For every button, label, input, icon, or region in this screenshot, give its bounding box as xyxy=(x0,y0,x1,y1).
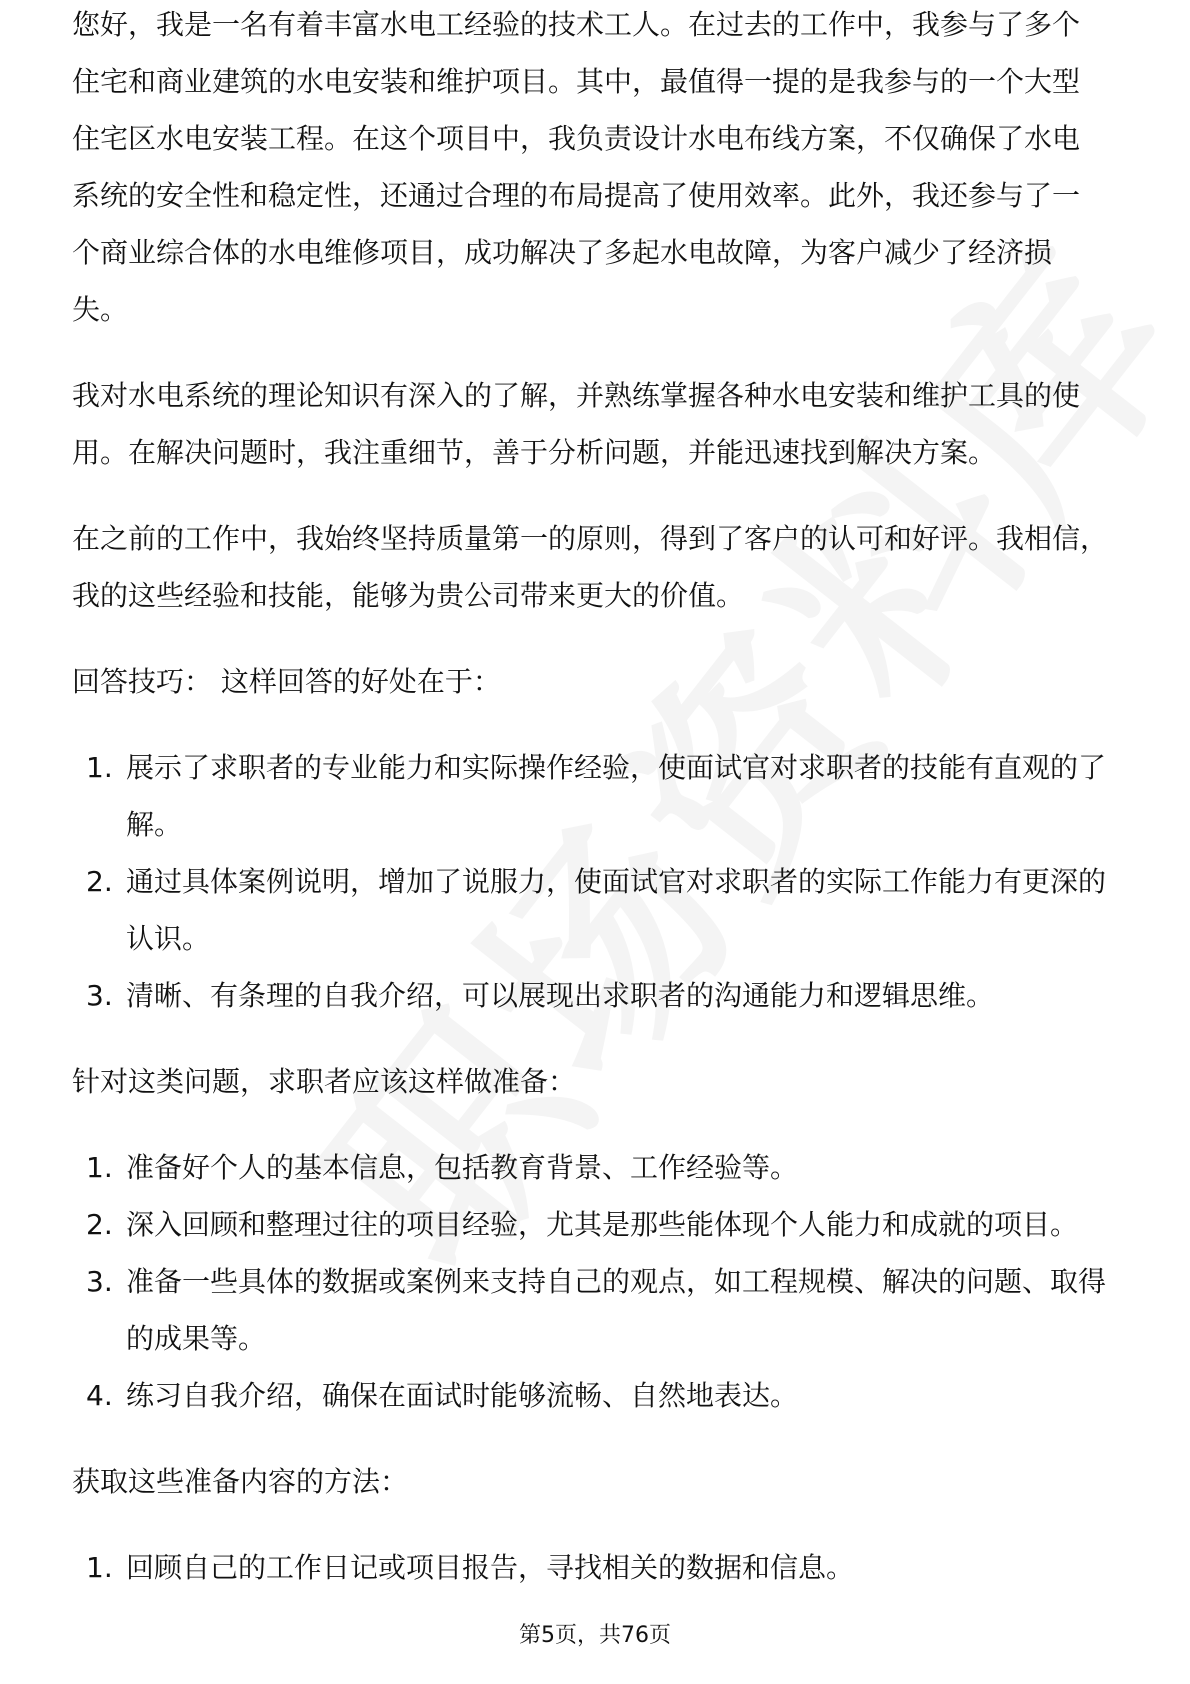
intro-line: 失。 xyxy=(72,293,129,326)
list-number: 1. xyxy=(86,751,113,784)
intro-line: 住宅区水电安装工程。在这个项目中，我负责设计水电布线方案，不仅确保了水电 xyxy=(72,122,1081,155)
list-number: 2. xyxy=(86,865,113,898)
list-text: 展示了求职者的专业能力和实际操作经验，使面试官对求职者的技能有直观的了解。 xyxy=(126,751,1107,841)
paragraph-skills: 我对水电系统的理论知识有深入的了解，并熟练掌握各种水电安装和维护工具的使用。在解决问题时，我注重细节，善于分析问题，并能迅速找到解决方案。 xyxy=(72,379,1081,469)
list-text: 深入回顾和整理过往的项目经验，尤其是那些能体现个人能力和成就的项目。 xyxy=(126,1208,1079,1241)
intro-line: 个商业综合体的水电维修项目，成功解决了多起水电故障，为客户减少了经济损 xyxy=(72,236,1053,269)
list-item xyxy=(72,739,1122,853)
list-text: 准备一些具体的数据或案例来支持自己的观点，如工程规模、解决的问题、取得的成果等。 xyxy=(126,1265,1107,1355)
list-item xyxy=(72,1253,1122,1367)
page-footer: 第5页，共76页 xyxy=(519,1623,671,1648)
list-number: 4. xyxy=(86,1379,113,1412)
list-text: 练习自我介绍，确保在面试时能够流畅、自然地表达。 xyxy=(126,1379,799,1412)
tips-heading: 回答技巧： 这样回答的好处在于： xyxy=(72,665,501,698)
list-item xyxy=(72,1367,1122,1424)
intro-line: 您好，我是一名有着丰富水电工经验的技术工人。在过去的工作中，我参与了多个 xyxy=(72,8,1081,41)
paragraph-quality: 在之前的工作中，我始终坚持质量第一的原则，得到了客户的认可和好评。我相信，我的这些经验和技能，能够为贵公司带来更大的价值。 xyxy=(72,522,1109,612)
list-number: 3. xyxy=(86,979,113,1012)
intro-paragraph xyxy=(72,0,1122,338)
list-item xyxy=(72,1139,1122,1196)
methods-heading: 获取这些准备内容的方法： xyxy=(72,1465,409,1498)
list-item xyxy=(72,853,1122,967)
list-item xyxy=(72,1196,1122,1253)
list-number: 3. xyxy=(86,1265,113,1298)
list-text: 清晰、有条理的自我介绍，可以展现出求职者的沟通能力和逻辑思维。 xyxy=(126,979,995,1012)
tips-list xyxy=(72,739,1122,1024)
list-text: 回顾自己的工作日记或项目报告，寻找相关的数据和信息。 xyxy=(126,1551,855,1584)
document-content xyxy=(72,8,1122,1625)
intro-line: 系统的安全性和稳定性，还通过合理的布局提高了使用效率。此外，我还参与了一 xyxy=(72,179,1081,212)
prep-heading: 针对这类问题，求职者应该这样做准备： xyxy=(72,1065,577,1098)
list-text: 准备好个人的基本信息，包括教育背景、工作经验等。 xyxy=(126,1151,799,1184)
list-number: 2. xyxy=(86,1208,113,1241)
methods-list xyxy=(72,1539,1122,1596)
list-number: 1. xyxy=(86,1551,113,1584)
prep-list xyxy=(72,1139,1122,1424)
list-item xyxy=(72,1539,1122,1596)
intro-line: 住宅和商业建筑的水电安装和维护项目。其中，最值得一提的是我参与的一个大型 xyxy=(72,65,1081,98)
list-number: 1. xyxy=(86,1151,113,1184)
list-item xyxy=(72,967,1122,1024)
list-text: 通过具体案例说明，增加了说服力，使面试官对求职者的实际工作能力有更深的认识。 xyxy=(126,865,1107,955)
